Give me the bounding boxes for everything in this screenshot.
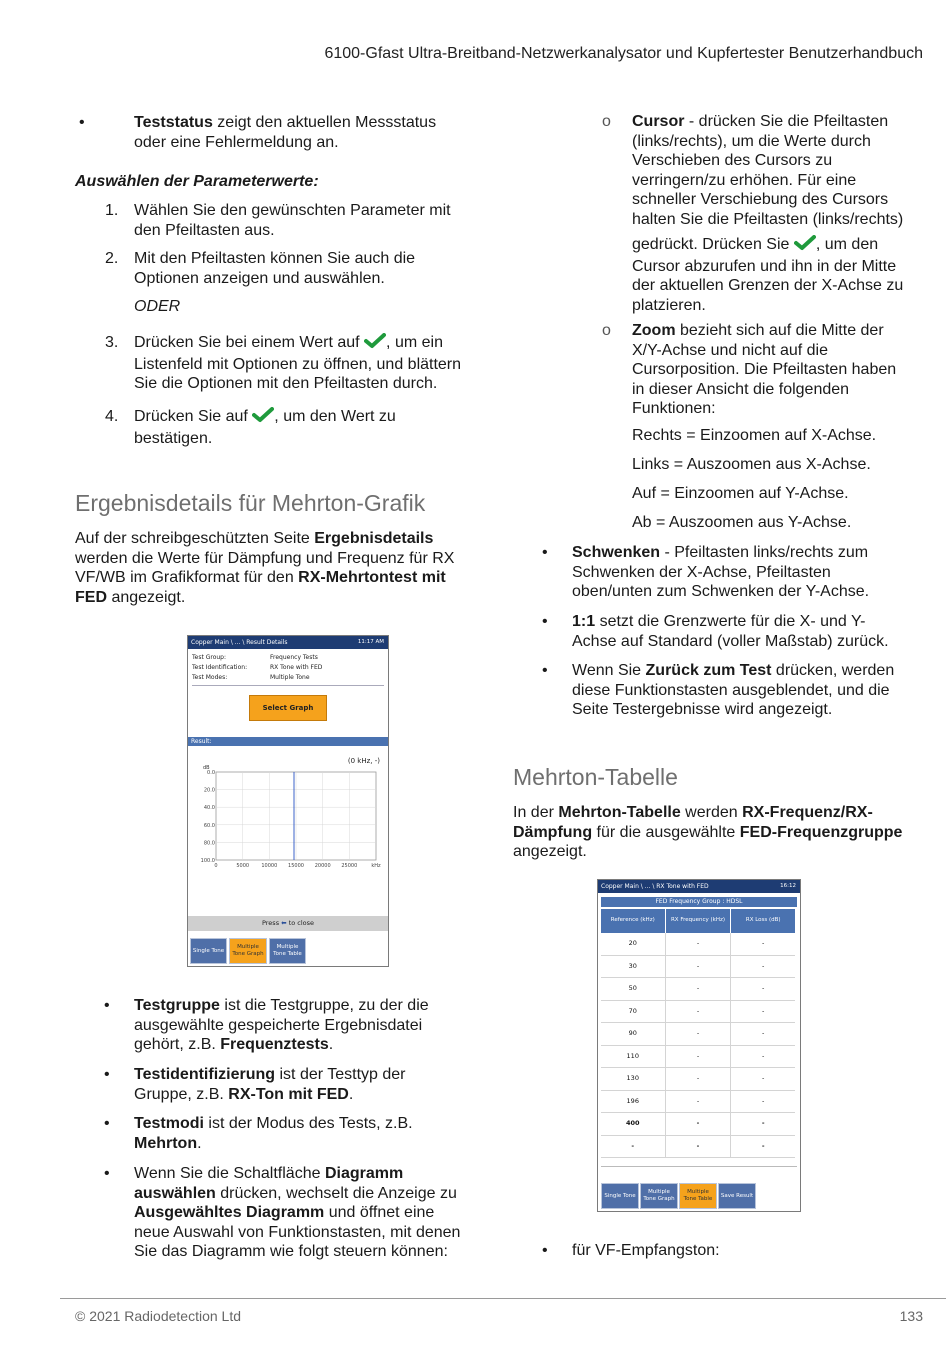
table-row (601, 1135, 795, 1158)
table-cell: - (762, 1006, 765, 1015)
table-screenshot (597, 879, 801, 1212)
select-graph-button[interactable]: Select Graph (249, 695, 327, 721)
table-cell: - (665, 1000, 731, 1023)
table-cell: 90 (601, 1023, 665, 1046)
multiple-tone-table-key[interactable]: Multiple Tone Table (679, 1183, 717, 1209)
table-cell: 20 (601, 933, 665, 955)
svg-text:60.0: 60.0 (203, 822, 215, 829)
svg-text:kHz: kHz (371, 863, 381, 869)
zoom-item: Links = Auszoomen aus X-Achse. (632, 456, 871, 473)
svg-text:15000: 15000 (288, 863, 304, 869)
tone-table: Reference (kHz) RX Frequency (kHz) RX Loss (dB) 20 - - 30 - - 50 - - 70 - - 90 - - 110 - - 130 - - 196 - - 400 - - - - - (601, 909, 795, 1158)
check-icon (252, 407, 274, 429)
save-result-key[interactable]: Save Result (718, 1183, 756, 1209)
cursor-readout: (0 kHz, -) (347, 757, 380, 765)
check-icon (794, 235, 816, 257)
graph-intro: Auf der schreibgeschützten Seite Ergebnisdetails werden die Werte für Dämpfung und Frequenz für RX VF/WB im Grafikformat für den RX-Mehrtontest mit FED angezeigt. (75, 530, 455, 606)
table-cell: - (762, 1051, 765, 1060)
table-cell: - (762, 939, 765, 947)
table-row (601, 1068, 795, 1091)
table-cell: - (762, 1074, 765, 1082)
footer-copyright: © 2021 Radiodetection Ltd (75, 1308, 241, 1324)
table-row (601, 1090, 795, 1113)
table-cell: - (761, 1141, 765, 1150)
page-number: 133 (899, 1308, 923, 1324)
table-cell: 130 (601, 1068, 665, 1091)
table-cell: 196 (601, 1090, 665, 1113)
single-tone-key[interactable]: Single Tone (190, 938, 227, 964)
section-title-graph: Ergebnisdetails für Mehrton-Grafik (75, 490, 426, 516)
table-cell: - (762, 1029, 765, 1037)
zoom-item: Auf = Einzoomen auf Y-Achse. (632, 485, 849, 502)
press-to-close-bar: Press ⬅ to close (188, 916, 388, 931)
screen-info: Test Group: Frequency Tests Test Identification: RX Tone with FED Test Modes: Multiple Tone (192, 654, 323, 681)
table-intro: In der Mehrton-Tabelle werden RX-Frequenz/RX- Dämpfung für die ausgewählte FED-Frequenzgruppe angezeigt. (513, 804, 903, 860)
multiple-tone-graph-key[interactable]: Multiple Tone Graph (640, 1183, 678, 1209)
table-cell: - (761, 1119, 765, 1127)
svg-text:dB: dB (203, 765, 210, 771)
result-bar: Result: (188, 737, 388, 746)
table-cell: - (665, 1113, 731, 1136)
multiple-tone-table-key[interactable]: Multiple Tone Table (269, 938, 306, 964)
oder-label: ODER (134, 298, 181, 315)
svg-text:20000: 20000 (314, 863, 331, 869)
select-heading: Auswählen der Parameterwerte: (75, 173, 319, 190)
table-row (601, 933, 795, 955)
svg-text:0.0: 0.0 (207, 770, 215, 776)
svg-text:80.0: 80.0 (203, 840, 215, 847)
table-cell: - (665, 933, 731, 955)
graph-screenshot (187, 635, 389, 967)
table-cell: - (762, 961, 765, 970)
svg-text:40.0: 40.0 (203, 805, 215, 812)
zoom-item: Rechts = Einzoomen auf X-Achse. (632, 427, 877, 444)
table-cell: - (665, 1135, 731, 1158)
table-cell: - (665, 1045, 731, 1068)
screen-title-bar: Copper Main \ ... \ RX Tone with FED 16:12 (598, 880, 800, 893)
single-tone-key[interactable]: Single Tone (601, 1183, 639, 1209)
back-arrow-icon: ⬅ (281, 919, 287, 927)
screen-title-bar: Copper Main \ ... \ Result Details 11:17 AM (188, 636, 388, 649)
svg-text:100.0: 100.0 (200, 858, 215, 864)
svg-text:10000: 10000 (261, 863, 278, 869)
table-cell: 70 (601, 1000, 665, 1023)
table-cell: 50 (601, 978, 665, 1001)
table-cell: - (665, 1068, 731, 1091)
footer-divider (60, 1298, 946, 1299)
table-row (601, 978, 795, 1001)
table-cell: - (762, 1096, 765, 1105)
table-cell: - (665, 955, 731, 978)
table-cell: 110 (601, 1045, 665, 1068)
table-cell: - (665, 1023, 731, 1046)
table-cell: - (665, 978, 731, 1001)
table-row (601, 1045, 795, 1068)
svg-text:25000: 25000 (341, 863, 358, 869)
multitone-graph (188, 758, 388, 870)
table-row (601, 1113, 795, 1136)
fed-group-bar: FED Frequency Group : HDSL (601, 897, 797, 907)
check-icon (364, 333, 386, 355)
page-header: 6100-Gfast Ultra-Breitband-Netzwerkanalysator und Kupfertester Benutzerhandbuch (324, 45, 923, 62)
multiple-tone-graph-key[interactable]: Multiple Tone Graph (229, 938, 267, 964)
zoom-item: Ab = Auszoomen aus Y-Achse. (632, 514, 852, 531)
table-row (601, 1000, 795, 1023)
table-cell: - (762, 984, 765, 992)
table-cell: 400 (601, 1113, 665, 1136)
svg-text:0: 0 (214, 863, 218, 869)
svg-text:20.0: 20.0 (203, 787, 215, 794)
table-cell: - (665, 1090, 731, 1113)
table-row (601, 955, 795, 978)
svg-text:5000: 5000 (236, 863, 250, 869)
table-cell: 30 (601, 955, 665, 978)
table-cell: - (601, 1135, 665, 1158)
section-title-table: Mehrton-Tabelle (513, 764, 678, 790)
table-row (601, 1023, 795, 1046)
